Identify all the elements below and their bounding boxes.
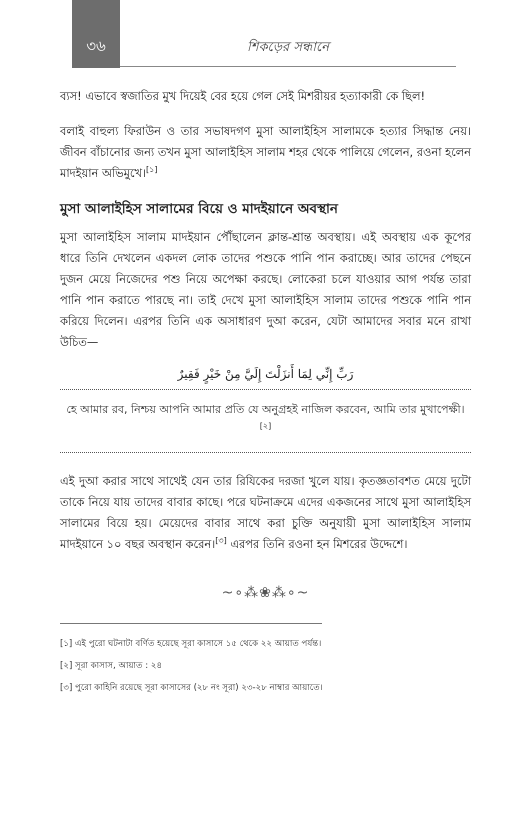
paragraph-2 [60,121,471,184]
page-number-tab [72,0,120,68]
footnote-ref-2[interactable]: [২] [259,421,272,431]
paragraph-4-tail: এরপর তিনি রওনা হন মিশরের উদ্দেশে। [226,537,408,551]
running-title: শিকড়ের সন্ধানে [247,40,329,55]
section-heading: মুসা আলাইহিস সালামের বিয়ে ও মাদইয়ানে অবস্থান [60,201,338,217]
translation [66,400,465,440]
paragraph-4-text: এই দুআ করার সাথে সাথেই যেন তার রিযিকের দরজা খুলে যায়। কৃতজ্ঞতাবশত মেয়ে দুটো তাকে নিয়ে যায় তাদের বাবার কাছে। পরে ঘটনাক্রমে এদের একজনের সাথে মুসা আলাইহিস সালামের বিয়ে হয়। মেয়েদের বাবার সাথে করা চুক্তি অনুযায়ী মুসা আলাইহিস সালাম মাদইয়ানে ১০ বছর অবস্থান করেন। [60,474,471,551]
footnote-3: [৩] পুরো কাহিনি রয়েছে সূরা কাসাসের (২৮ নং সূরা) ২৩-২৮ নাম্বার আয়াতে। [60,683,323,693]
page-number: ৩৬ [86,37,106,55]
arabic-dua: رَبِّ إِنِّي لِمَا أَنزَلْتَ إِلَيَّ مِنْ خَيْرٍ فَقِيرٌ [177,367,354,381]
header-rule [120,66,456,67]
footnote-rule [60,623,322,624]
footnote-1: [১] এই পুরো ঘটনাটা বর্ণিত হয়েছে সূরা কাসাসে ১৫ থেকে ২২ আয়াত পর্যন্ত। [60,639,322,649]
paragraph-2-text: বলাই বাহুল্য ফিরাউন ও তার সভাষদগণ মুসা আলাইহিস সালামকে হত্যার সিদ্ধান্ত নেয়। জীবন বাঁচানোর জন্য তখন মুসা আলাইহিস সালাম শহর থেকে পালিয়ে গেলেন, রওনা হলেন মাদইয়ান অভিমুখে। [60,124,471,180]
footnote-ref-1[interactable]: [১] [146,165,158,175]
paragraph-4 [60,471,471,555]
ornament-divider: ~∘⁂❀⁂∘~ [221,585,310,601]
footnote-2: [২] সূরা কাসাস, আয়াত : ২৪ [60,661,163,671]
footnote-ref-3[interactable]: [৩] [215,536,227,546]
page-content [60,86,471,704]
translation-box [60,389,471,453]
paragraph-1: ব্যস! এভাবে স্বজাতির মুখ দিয়েই বের হয়ে গেল সেই মিশরীয়র হত্যাকারী কে ছিল! [60,89,426,103]
paragraph-3: মুসা আলাইহিস সালাম মাদইয়ান পৌঁছালেন ক্লান্ত-শ্রান্ত অবস্থায়। এই অবস্থায় এক কূপের ধারে তিনি দেখলেন একদল লোক তাদের পশুকে পানি পান করাচ্ছে। আর তাদের পেছনে দুজন মেয়ে নিজেদের পশু নিয়ে অপেক্ষা করছে। লোকেরা চলে যাওয়ার আগ পর্যন্ত তারা পানি পান করাতে পারছে না। তাই দেখে মুসা আলাইহিস সালাম তাদের পশুকে পানি পান করিয়ে দিলেন। এরপর তিনি এক অসাধারণ দুআ করেন, যেটা আমাদের সবার মনে রাখা উচিত— [60,230,471,349]
translation-text: হে আমার রব, নিশ্চয় আপনি আমার প্রতি যে অনুগ্রহই নাজিল করবেন, আমি তার মুখাপেক্ষী। [66,403,465,416]
